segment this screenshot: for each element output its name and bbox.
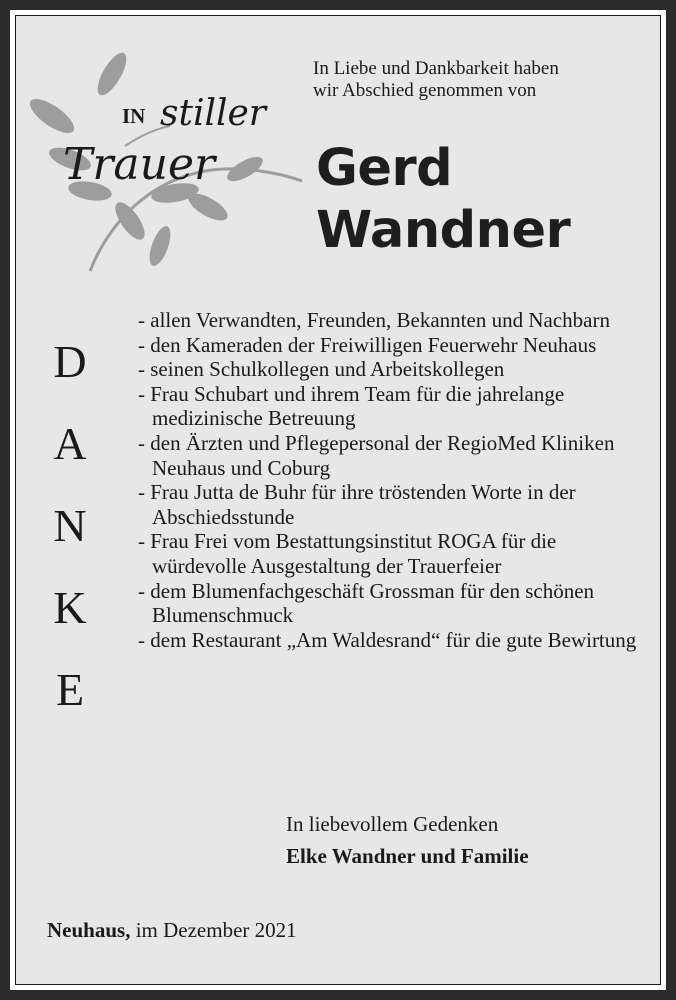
notice-frame <box>15 15 661 985</box>
thanks-item: - den Ärzten und Pflegepersonal der RegioMed Kliniken Neuhaus und Coburg <box>138 430 615 480</box>
thanks-item: - Frau Jutta de Buhr für ihre tröstenden Worte in der Abschiedsstunde <box>138 480 576 529</box>
closing-line: In liebevollem Gedenken <box>286 812 499 836</box>
thanks-item: - Frau Schubart und ihrem Team für die jahrelange medizinische Betreuung <box>138 381 565 431</box>
ornament-word-stiller: stiller <box>160 93 266 134</box>
danke-letter: N <box>53 500 87 551</box>
danke-letter: K <box>53 582 87 633</box>
danke-letter: E <box>55 664 85 715</box>
signature: Elke Wandner und Familie <box>286 844 529 868</box>
ornament-word-in: IN <box>122 104 146 128</box>
thanks-item: - dem Restaurant „Am Waldesrand“ für die gute Bewirtung <box>138 627 637 652</box>
thanks-list <box>138 308 638 652</box>
place-date-line <box>47 918 297 943</box>
closing-block <box>286 808 529 872</box>
danke-letter: D <box>53 336 87 387</box>
thanks-item: - seinen Schulkollegen und Arbeitskollegen <box>138 357 505 382</box>
date: im Dezember 2021 <box>135 918 297 942</box>
thanks-item: - allen Verwandten, Freunden, Bekannten und Nachbarn <box>138 308 610 332</box>
deceased-name <box>316 138 570 262</box>
thanks-item: - dem Blumenfachgeschäft Grossman für den schönen Blumenschmuck <box>138 578 595 628</box>
ornament-word-trauer: Trauer <box>63 139 216 190</box>
danke-letter: A <box>53 418 87 469</box>
intro-line-1: In Liebe und Dankbarkeit haben <box>313 58 559 79</box>
intro-text <box>313 58 559 102</box>
place: Neuhaus, <box>47 918 131 942</box>
intro-line-2: wir Abschied genommen von <box>313 80 537 101</box>
thanks-item: - Frau Frei vom Bestattungsinstitut ROGA für die würdevolle Ausgestaltung der Trauerfeier <box>138 529 557 578</box>
thanks-item: - den Kameraden der Freiwilligen Feuerwehr Neuhaus <box>138 332 597 357</box>
danke-vertical-word <box>46 321 94 731</box>
deceased-first-name: Gerd <box>316 139 453 198</box>
deceased-last-name: Wandner <box>316 201 571 260</box>
leaf-branch-ornament <box>30 41 310 286</box>
obituary-notice <box>10 10 666 990</box>
